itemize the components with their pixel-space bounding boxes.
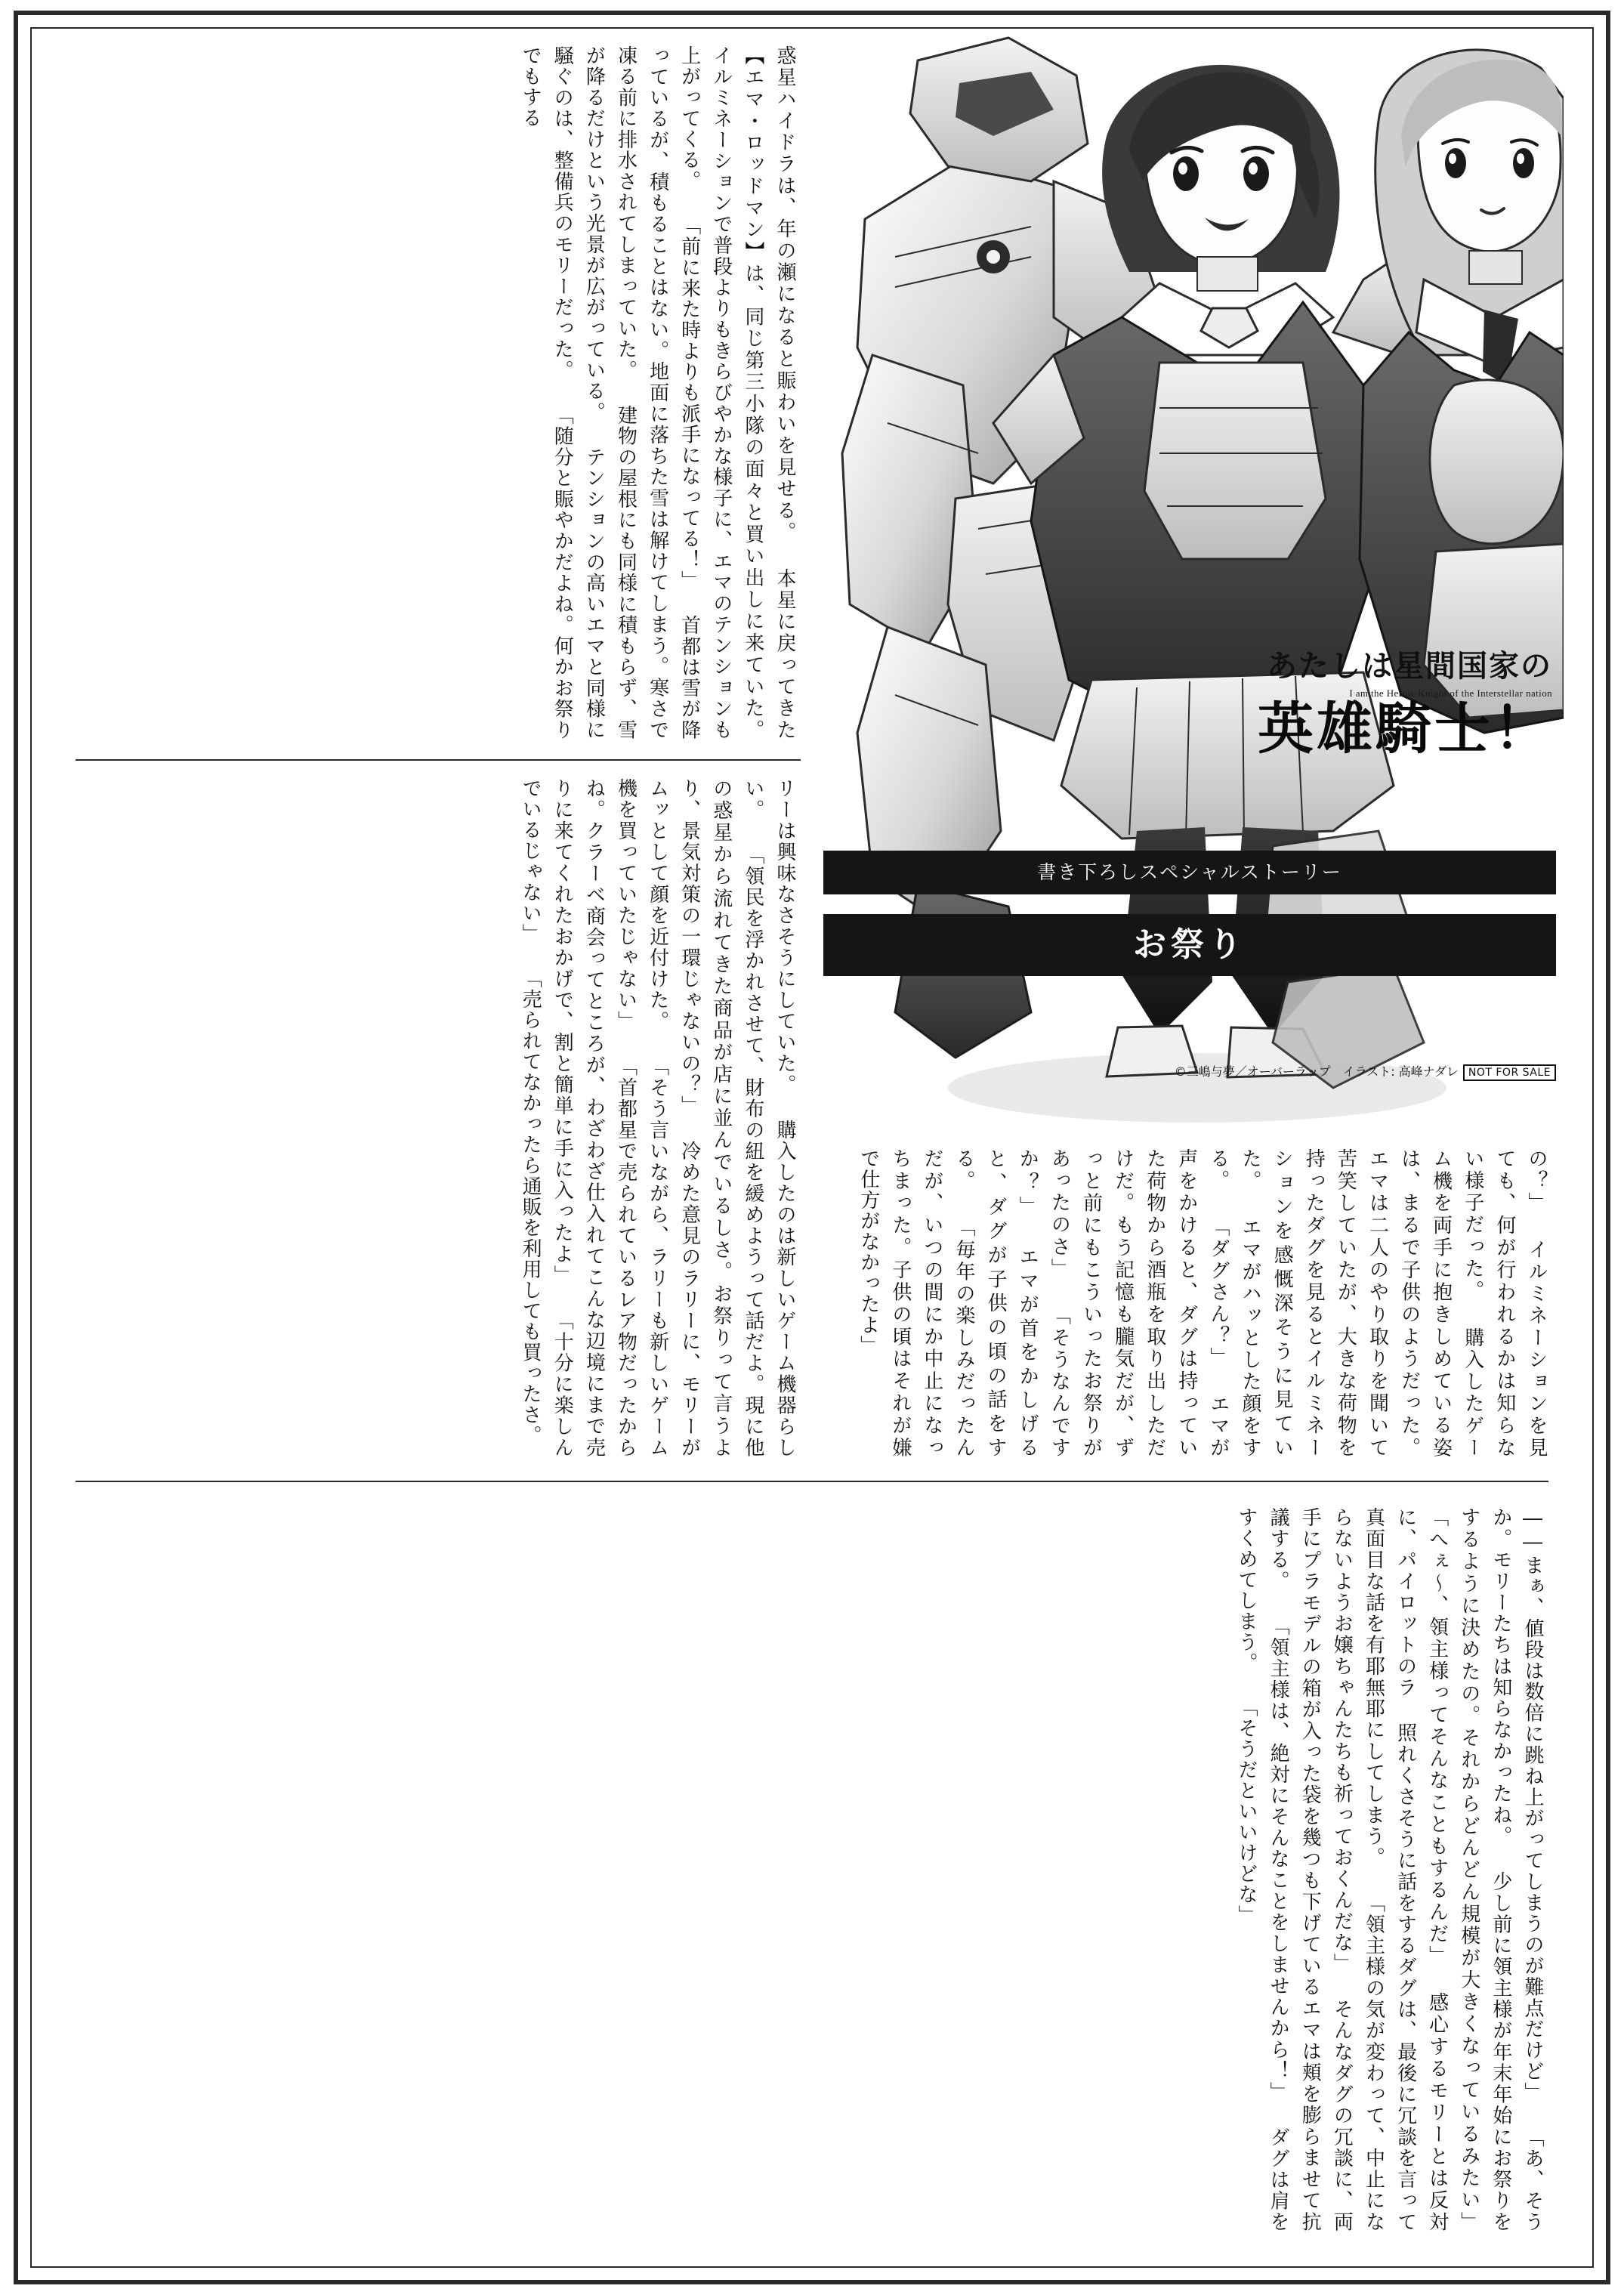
divider-upper-left: [76, 759, 801, 761]
logo-line-1: あたしは星間国家の: [1267, 649, 1552, 684]
not-for-sale-badge: NOT FOR SALE: [1463, 1064, 1556, 1081]
divider-lower-full: [76, 1481, 1548, 1482]
body-text-block-2: リーは興味なさそうにしていた。 購入したのは新しいゲーム機器らしい。 「領民を浮かれさせて、財布の紐を緩めようって話だよ。現に他の惑星から流れてきた商品が店に並んでいるしさ。お祭りって言うより、景気対策の一環じゃないの？」 冷めた意見のラリーに、モリーがムッとして顔を近付けた。 「そう言いながら、ラリーも新しいゲーム機を買っていたじゃない」 「首都星で売られているレア物だったからね。クラーベ商会ってところが、わざわざ仕入れてこんな辺境にまで売りに来てくれたおかげで、割と簡単に手に入ったよ」 「十分に楽しんでいるじゃない」 「売られてなかったら通販を利用しても買ったさ。: [519, 778, 796, 1459]
story-title-band: お祭り: [823, 914, 1556, 976]
logo-line-2: 英雄騎士！: [1258, 697, 1552, 761]
credit-text: ©三嶋与夢／オーバーラップ イラスト: 高峰ナダレ: [1174, 1064, 1459, 1079]
copyright-credit: [823, 1062, 1556, 1081]
series-logo: [1159, 649, 1552, 761]
story-subtitle-band: 書き下ろしスペシャルストーリー: [823, 851, 1556, 894]
body-text-block-3: の？」 イルミネーションを見ても、何が行われるかは知らない様子だった。 購入したゲーム機を両手に抱きしめている姿は、まるで子供のようだった。 エマは二人のやり取りを聞いて苦笑していたが、大きな荷物を持ったダグを見るとイルミネーションを感慨深そうに見ていた。 エマがハッとした顔をする。 「ダグさん？」 エマが声をかけると、ダグは持っていた荷物から酒瓶を取り出しただけだ。もう記憶も朧気だが、ずっと前にもこういったお祭りがあったのさ」 「そうなんですか？」 エマが首をかしげると、ダグが子供の頃の話をする。 「毎年の楽しみだったんだが、いつの間にか中止になっちまった。子供の頃はそれが嫌で仕方がなかったよ」: [857, 1148, 1548, 1458]
body-text-block-4: ――まぁ、値段は数倍に跳ね上がってしまうのが難点だけど」 「あ、そうか。モリーたちは知らなかったね。 少し前に領主様が年末年始にお祭りをするように決めたの。それからどんどん規模が大きくなっているみたい」 「へぇ～、領主様ってそんなこともするんだ」 感心するモリーとは反対に、パイロットのラ 照れくさそうに話をするダグは、最後に冗談を言って真面目な話を有耶無耶にしてしまう。 「領主様の気が変わって、中止にならないようお嬢ちゃんたちも祈っておくんだな」 そんなダグの冗談に、両手にプラモデルの箱が入った袋を幾つも下げているエマは頬を膨らませて抗議する。 「領主様は、絶対にそんなことをしませんから！」 ダグは肩をすくめてしまう。 「そうだといいけどな」: [1235, 1507, 1544, 2232]
logo-romaji: I am the Heroic Knight of the Interstellar nation: [1349, 687, 1552, 699]
body-text-block-1: 惑星ハイドラは、年の瀬になると賑わいを見せる。 本星に戻ってきた【エマ・ロッドマン】は、同じ第三小隊の面々と買い出しに来ていた。 イルミネーションで普段よりもきらびやかな様子に、エマのテンションも上がってくる。 「前に来た時よりも派手になってる！」 首都は雪が降っているが、積もることはない。地面に落ちた雪は解けてしまう。寒さで凍る前に排水されてしまっていた。 建物の屋根にも同様に積もらず、雪が降るだけという光景が広がっている。 テンションの高いエマと同様に騒ぐのは、整備兵のモリーだった。 「随分と賑やかだよね。何かお祭りでもする: [519, 45, 796, 740]
